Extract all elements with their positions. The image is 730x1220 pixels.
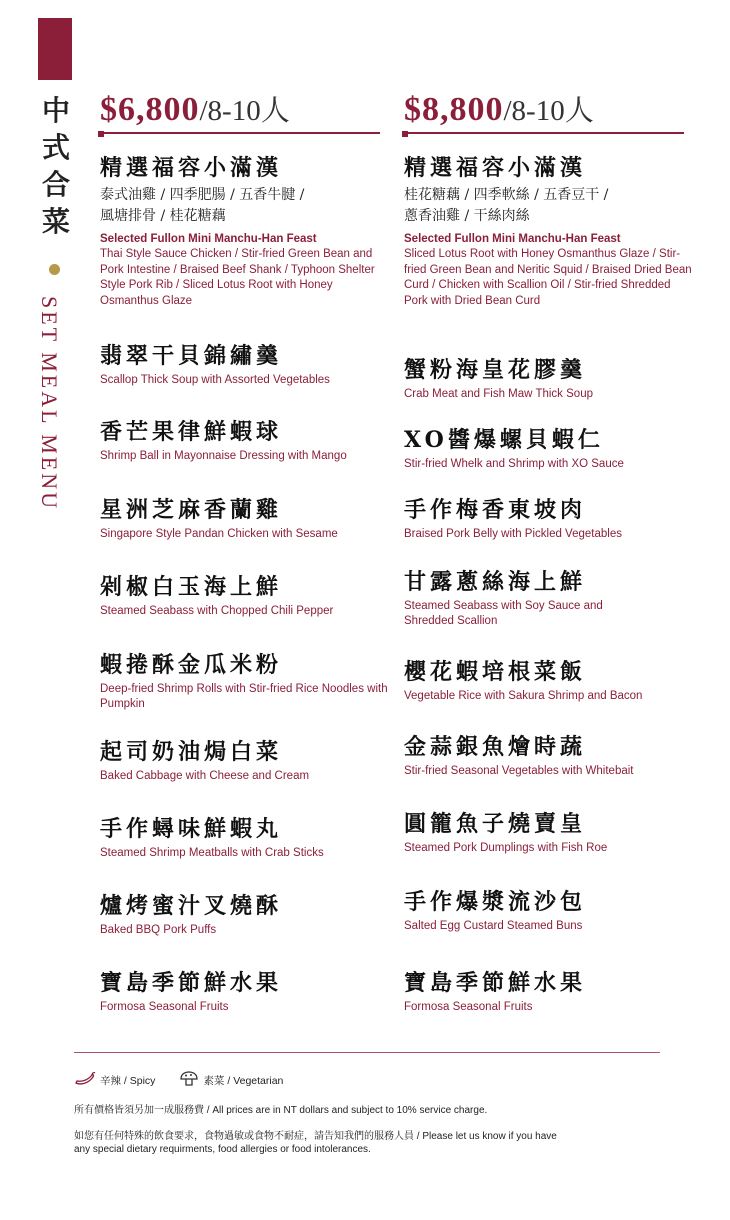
feast-title-en: Selected Fullon Mini Manchu-Han Feast <box>404 233 621 245</box>
dish-item <box>100 496 390 542</box>
dish-name-cn: 爐烤蜜汁叉燒酥 <box>100 893 283 919</box>
legend-spicy <box>74 1072 155 1089</box>
feast-components-line: 桂花糖藕 / 四季軟絲 / 五香豆干 / <box>404 187 609 203</box>
feast-title-en: Selected Fullon Mini Manchu-Han Feast <box>100 233 317 245</box>
footer-divider <box>74 1052 660 1053</box>
dish-item <box>100 418 390 464</box>
dish-name-en: Salted Egg Custard Steamed Buns <box>404 920 583 932</box>
dish-name-cn: 甘露蔥絲海上鮮 <box>404 569 587 595</box>
service-charge-note: 所有價格皆須另加一成服務費 / All prices are in NT dollars and subject to 10% service charge. <box>74 1105 488 1116</box>
dish-name-cn: 圓籠魚子燒賣皇 <box>404 811 587 837</box>
dietary-note <box>74 1130 674 1156</box>
dish-item <box>404 969 694 1015</box>
dish-name-cn: 手作蟳味鮮蝦丸 <box>100 816 283 842</box>
dish-name-cn: 精選福容小滿漢 <box>100 155 283 181</box>
feast-components-line: 風塘排骨 / 桂花糖藕 <box>100 208 226 224</box>
dish-name-cn: 起司奶油焗白菜 <box>100 739 283 765</box>
feast-components-en: Sliced Lotus Root with Honey Osmanthus Glaze / Stir-fried Green Bean and Neritic Squid / Braised Dried Bean Curd / Chicken with Scallion Oil / Stir-fried Shredded Pork with Dried Bean Curd <box>404 248 692 307</box>
dish-name-cn: 剁椒白玉海上鮮 <box>100 574 283 600</box>
dish-name-en: Steamed Seabass with Soy Sauce and Shredded Scallion <box>404 600 603 627</box>
price-suffix: /8-10人 <box>503 95 594 127</box>
dish-name-en: Braised Pork Belly with Pickled Vegetables <box>404 528 622 540</box>
dish-item <box>404 496 694 542</box>
legend-vegetarian <box>179 1071 283 1090</box>
feast-item <box>404 154 694 309</box>
feast-components-cn <box>100 185 390 227</box>
dish-name-cn: 寶島季節鮮水果 <box>100 970 283 996</box>
dish-item <box>100 342 390 388</box>
dish-item <box>100 815 390 861</box>
dish-item <box>404 568 694 629</box>
feast-components-cn <box>404 185 694 227</box>
dish-name-cn: 蝦捲酥金瓜米粉 <box>100 652 283 678</box>
dish-name-en: Formosa Seasonal Fruits <box>100 1001 229 1013</box>
dish-name-en: Baked Cabbage with Cheese and Cream <box>100 770 310 782</box>
dish-name-cn: 精選福容小滿漢 <box>404 155 587 181</box>
price: $8,800 <box>404 91 504 128</box>
side-title-english: SET MEAL MENU <box>37 296 62 511</box>
price-suffix: /8-10人 <box>199 95 290 127</box>
dish-name-cn: 寶島季節鮮水果 <box>404 970 587 996</box>
side-title-char: 中 <box>41 94 70 127</box>
legend <box>74 1071 307 1090</box>
legend-spicy-label: 辛辣 / Spicy <box>100 1075 156 1087</box>
dietary-note-line: any special dietary requirments, food allergies or food intolerances. <box>74 1144 371 1155</box>
dish-item <box>404 356 694 402</box>
dish-item <box>100 969 390 1015</box>
dish-item <box>100 651 390 712</box>
dish-name-en: Singapore Style Pandan Chicken with Sesame <box>100 528 338 540</box>
dish-item <box>404 658 694 704</box>
dish-item <box>404 733 694 779</box>
price-header <box>100 88 380 134</box>
feast-components-en: Thai Style Sauce Chicken / Stir-fried Green Bean and Pork Intestine / Braised Beef Shank / Typhoon Shelter Style Pork Rib / Sliced Lotus Root with Honey Osmanthus Glaze <box>100 248 375 307</box>
side-gold-dot <box>49 264 60 275</box>
dish-name-en: Stir-fried Seasonal Vegetables with Whitebait <box>404 765 634 777</box>
dish-item <box>404 810 694 856</box>
dish-name-en: Crab Meat and Fish Maw Thick Soup <box>404 388 593 400</box>
dish-item <box>100 892 390 938</box>
side-title-char: 菜 <box>41 205 70 238</box>
side-title-chinese <box>36 92 76 240</box>
side-accent-block <box>38 18 72 80</box>
dish-name-en: Baked BBQ Pork Puffs <box>100 924 217 936</box>
feast-components-line: 蔥香油雞 / 干絲肉絲 <box>404 208 530 224</box>
dietary-note-line: 如您有任何特殊的飲食要求，食物過敏或食物不耐症，請告知我們的服務人員 / Please let us know if you have <box>74 1131 557 1142</box>
menu-column-right <box>404 88 692 1013</box>
dish-item <box>100 738 390 784</box>
dish-name-en: Shrimp Ball in Mayonnaise Dressing with Mango <box>100 450 347 462</box>
mushroom-icon <box>179 1071 203 1090</box>
dish-name-cn: 金蒜銀魚燴時蔬 <box>404 734 587 760</box>
dish-name-cn: 星洲芝麻香蘭雞 <box>100 497 283 523</box>
dish-name-en: Vegetable Rice with Sakura Shrimp and Bacon <box>404 690 643 702</box>
dish-name-cn: 手作爆漿流沙包 <box>404 889 587 915</box>
dish-name-cn: 翡翠干貝錦繡羹 <box>100 343 283 369</box>
dish-name-en: Steamed Seabass with Chopped Chili Pepper <box>100 605 334 617</box>
dish-name-en: Steamed Shrimp Meatballs with Crab Sticks <box>100 847 324 859</box>
dish-item <box>404 888 694 934</box>
dish-name-cn: 香芒果律鮮蝦球 <box>100 419 283 445</box>
dish-name-en: Stir-fried Whelk and Shrimp with XO Sauce <box>404 458 624 470</box>
price: $6,800 <box>100 91 200 128</box>
dish-name-cn: 手作梅香東坡肉 <box>404 497 587 523</box>
price-header <box>404 88 684 134</box>
dish-name-en: Formosa Seasonal Fruits <box>404 1001 533 1013</box>
chili-pepper-icon <box>74 1072 100 1089</box>
side-title-char: 合 <box>41 168 70 201</box>
dish-name-en: Scallop Thick Soup with Assorted Vegetables <box>100 374 330 386</box>
dish-item <box>100 573 390 619</box>
dish-name-en: Deep-fried Shrimp Rolls with Stir-fried Rice Noodles with Pumpkin <box>100 683 388 710</box>
feast-item <box>100 154 390 309</box>
dish-name-cn: 櫻花蝦培根菜飯 <box>404 659 587 685</box>
dish-name-cn: XO醬爆螺貝蝦仁 <box>404 427 604 453</box>
side-title-char: 式 <box>41 131 70 164</box>
legend-vegetarian-label: 素菜 / Vegetarian <box>203 1075 284 1087</box>
dish-name-cn: 蟹粉海皇花膠羹 <box>404 357 587 383</box>
dish-item <box>404 426 694 472</box>
dish-name-en: Steamed Pork Dumplings with Fish Roe <box>404 842 608 854</box>
menu-column-left <box>100 88 388 1013</box>
feast-components-line: 泰式油雞 / 四季肥腸 / 五香牛腱 / <box>100 187 305 203</box>
